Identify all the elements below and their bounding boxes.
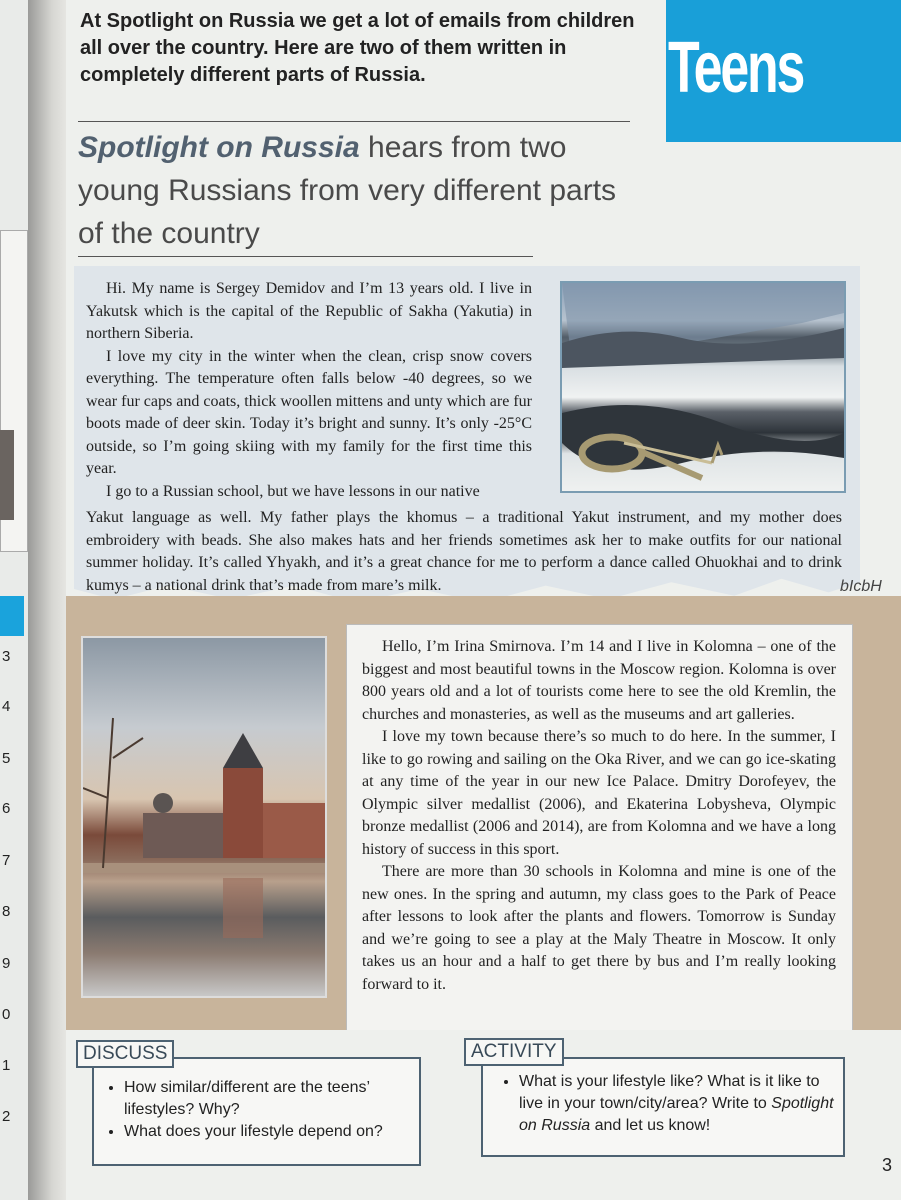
section-title: Teens [668, 28, 804, 108]
khomus-icon [562, 283, 844, 491]
letter-paragraph: There are more than 30 schools in Kolomna and mine is one of the new ones. In the spring and autumn, my class goes to the Park of Peace after lessons to look after the plants and flowers. Tomorrow is Sunday and we’re going to see a play at the Maly Theatre in Moscow. It only takes us an hour and a half to get there by bus and I’m really looking forward to it. [362, 863, 836, 993]
photo-frozen-river [560, 281, 846, 493]
discuss-label: DISCUSS [76, 1040, 174, 1068]
page-number: 3 [882, 1155, 893, 1175]
left-page-number: 9 [2, 955, 11, 972]
left-page-number: 4 [2, 698, 11, 715]
activity-text-end: and let us know! [594, 1117, 711, 1134]
left-page-number: 2 [2, 1108, 11, 1125]
left-page-number: 5 [2, 750, 11, 767]
letter-paragraph: Hi. My name is Sergey Demidov and I’m 13 years old. I live in Yakutsk which is the capital of the Republic of Sakha (Yakutia) in northern Siberia. [86, 280, 532, 342]
left-page-number: 7 [2, 852, 11, 869]
letter-paragraph: I go to a Russian school, but we have lessons in our native [106, 482, 480, 500]
letter-paragraph: Hello, I’m Irina Smirnova. I’m 14 and I live in Kolomna – one of the biggest and most beautiful towns in the Moscow region. Kolomna is over 800 years old and a lot of tourists come here to see the old Kremlin, the churches and monasteries, as well as the museums and art galleries. [362, 638, 836, 723]
divider [78, 256, 533, 257]
activity-text: What is your lifestyle like? What is it like to live in your town/city/area? Write to [519, 1073, 820, 1112]
left-page-number: 8 [2, 903, 11, 920]
activity-brand: Spotlight on Russia [519, 1095, 834, 1134]
intro-text: At Spotlight on Russia we get a lot of emails from children all over the country. Here are two of them written in completely different parts of Russia. [80, 10, 635, 86]
discuss-question: • What does your lifestyle depend on? [124, 1121, 419, 1143]
headline-brand: Spotlight on Russia [78, 131, 360, 164]
adjacent-page-photo [0, 430, 14, 520]
left-page-number: 1 [2, 1057, 11, 1074]
book-gutter-shadow [28, 0, 68, 1200]
activity-label: ACTIVITY [464, 1038, 564, 1066]
kremlin-tower-icon [83, 638, 325, 996]
adjacent-page-tab [0, 596, 24, 636]
photo-kolomna-kremlin [81, 636, 327, 998]
handwritten-note: bIcbH [840, 578, 882, 595]
divider [78, 121, 630, 122]
headline-rest: hears from two young Russians from very different parts of the country [78, 131, 617, 250]
activity-task [519, 1071, 843, 1137]
discuss-box [92, 1057, 421, 1166]
headline [78, 126, 638, 255]
activity-box [481, 1057, 845, 1157]
left-page-number: 3 [2, 648, 11, 665]
letter-paragraph: I love my city in the winter when the clean, crisp snow covers everything. The temperature often falls below -40 degrees, so we wear fur caps and coats, thick woollen mittens and unty which are fur boots made of deer skin. Today it’s bright and sunny. It’s only -25°C outside, so I’m going skiing with my family for the first time this year. [86, 347, 532, 477]
letter-paragraph: Yakut language as well. My father plays the khomus – a traditional Yakut instrument, and my mother does embroidery with beads. She also makes hats and her friends sometimes ask her to make outfits for our national summer holiday. It’s called Yhyakh, and it’s a great chance for me to perform a dance called Ohuokhai and to drink kumys – a national drink that’s made from mare’s milk. [86, 509, 842, 594]
left-page-number: 0 [2, 1006, 11, 1023]
left-page-number: 6 [2, 800, 11, 817]
letter-sergey-text [86, 278, 532, 503]
discuss-question: • How similar/different are the teens’ lifestyles? Why? [124, 1077, 419, 1121]
letter-irina-text [362, 636, 836, 996]
letter-paragraph: I love my town because there’s so much to do here. In the summer, I like to go rowing and sailing on the Oka River, and we can go ice-skating at any time of the year in our new Ice Palace. Dmitry Dorofeyev, the Olympic silver medallist (2006), and Ekaterina Lobysheva, Olympic bronze medallist (2006 and 2014), are from Kolomna and we have a long history of success in this sport. [362, 728, 836, 858]
